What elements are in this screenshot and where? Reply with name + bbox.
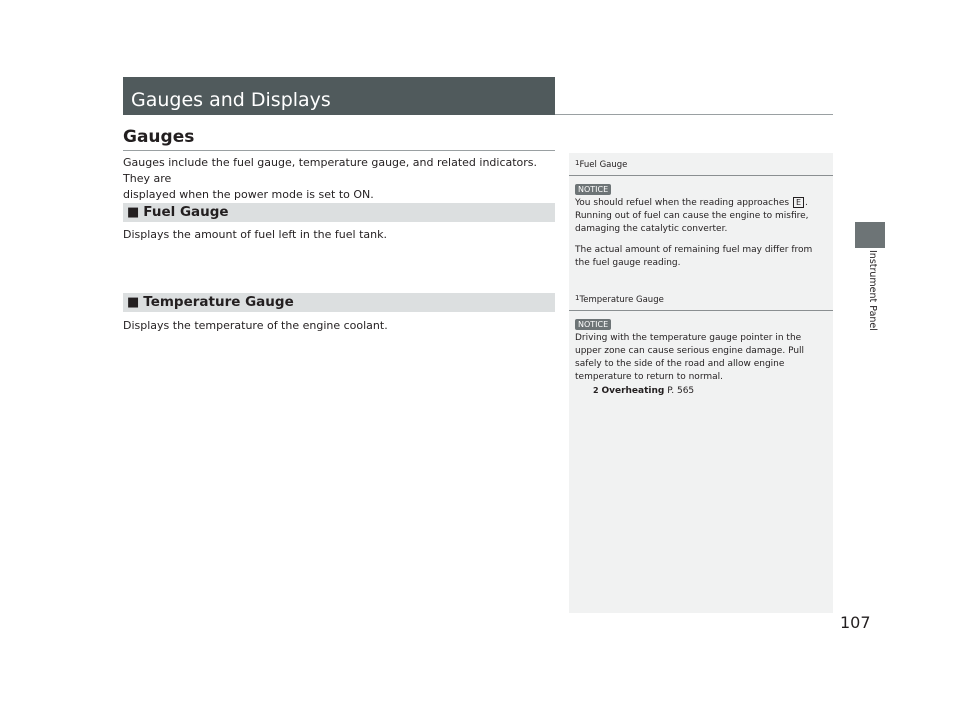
fuel-gauge-heading	[123, 203, 555, 222]
temperature-gauge-note	[575, 292, 833, 398]
fuel-gauge-text: Displays the amount of fuel left in the fuel tank.	[123, 228, 387, 241]
temperature-note-line-2: upper zone can cause serious engine damage. Pull	[575, 346, 805, 356]
section-rule	[123, 150, 555, 151]
notice-badge: NOTICE	[575, 184, 611, 195]
overheating-reference[interactable]	[575, 384, 833, 398]
fuel-note-title: Fuel Gauge	[579, 160, 628, 170]
square-bullet-icon: ■	[127, 205, 140, 220]
fuel-note-line-2: Running out of fuel can cause the engine to misfire,	[575, 211, 809, 221]
square-bullet-icon: ■	[127, 295, 140, 310]
banner-rule	[555, 114, 833, 115]
fuel-empty-symbol-icon: E	[793, 197, 804, 208]
chapter-title: Gauges and Displays	[131, 89, 331, 111]
note-number: 1	[575, 294, 580, 302]
chapter-banner	[123, 77, 555, 115]
chapter-tab-label: Instrument Panel	[867, 250, 878, 331]
temperature-note-title: Temperature Gauge	[579, 295, 664, 305]
notice-badge: NOTICE	[575, 319, 611, 330]
chapter-tab	[855, 222, 885, 248]
fuel-note-line-1-text: You should refuel when the reading approaches	[575, 198, 790, 208]
temperature-note-line-3: safely to the side of the road and allow engine	[575, 359, 785, 369]
section-title: Gauges	[123, 127, 195, 147]
fuel-note-line-1	[575, 197, 833, 210]
fuel-note-line-5: the fuel gauge reading.	[575, 258, 681, 268]
fuel-note-header	[569, 157, 833, 176]
temperature-note-line-4: temperature to return to normal.	[575, 372, 723, 382]
page-number: 107	[840, 613, 871, 632]
reference-label[interactable]: Overheating	[601, 386, 665, 396]
temperature-note-line-1: Driving with the temperature gauge pointer in the	[575, 333, 802, 343]
fuel-note-line-1-end: .	[805, 198, 808, 208]
section-intro	[123, 155, 563, 203]
intro-line-1: Gauges include the fuel gauge, temperature gauge, and related indicators. They are	[123, 156, 538, 185]
temperature-note-header	[569, 292, 833, 311]
note-number: 1	[575, 159, 580, 167]
reference-page: P. 565	[667, 386, 695, 396]
temperature-gauge-heading	[123, 293, 555, 312]
temperature-gauge-heading-label: Temperature Gauge	[143, 294, 294, 310]
intro-line-2: displayed when the power mode is set to ON.	[123, 188, 374, 201]
temperature-gauge-text: Displays the temperature of the engine coolant.	[123, 319, 388, 332]
fuel-gauge-note	[575, 157, 833, 270]
reference-arrow-icon: 2	[593, 386, 599, 395]
fuel-gauge-heading-label: Fuel Gauge	[143, 204, 229, 220]
fuel-note-line-4: The actual amount of remaining fuel may differ from	[575, 245, 813, 255]
fuel-note-line-3: damaging the catalytic converter.	[575, 224, 728, 234]
